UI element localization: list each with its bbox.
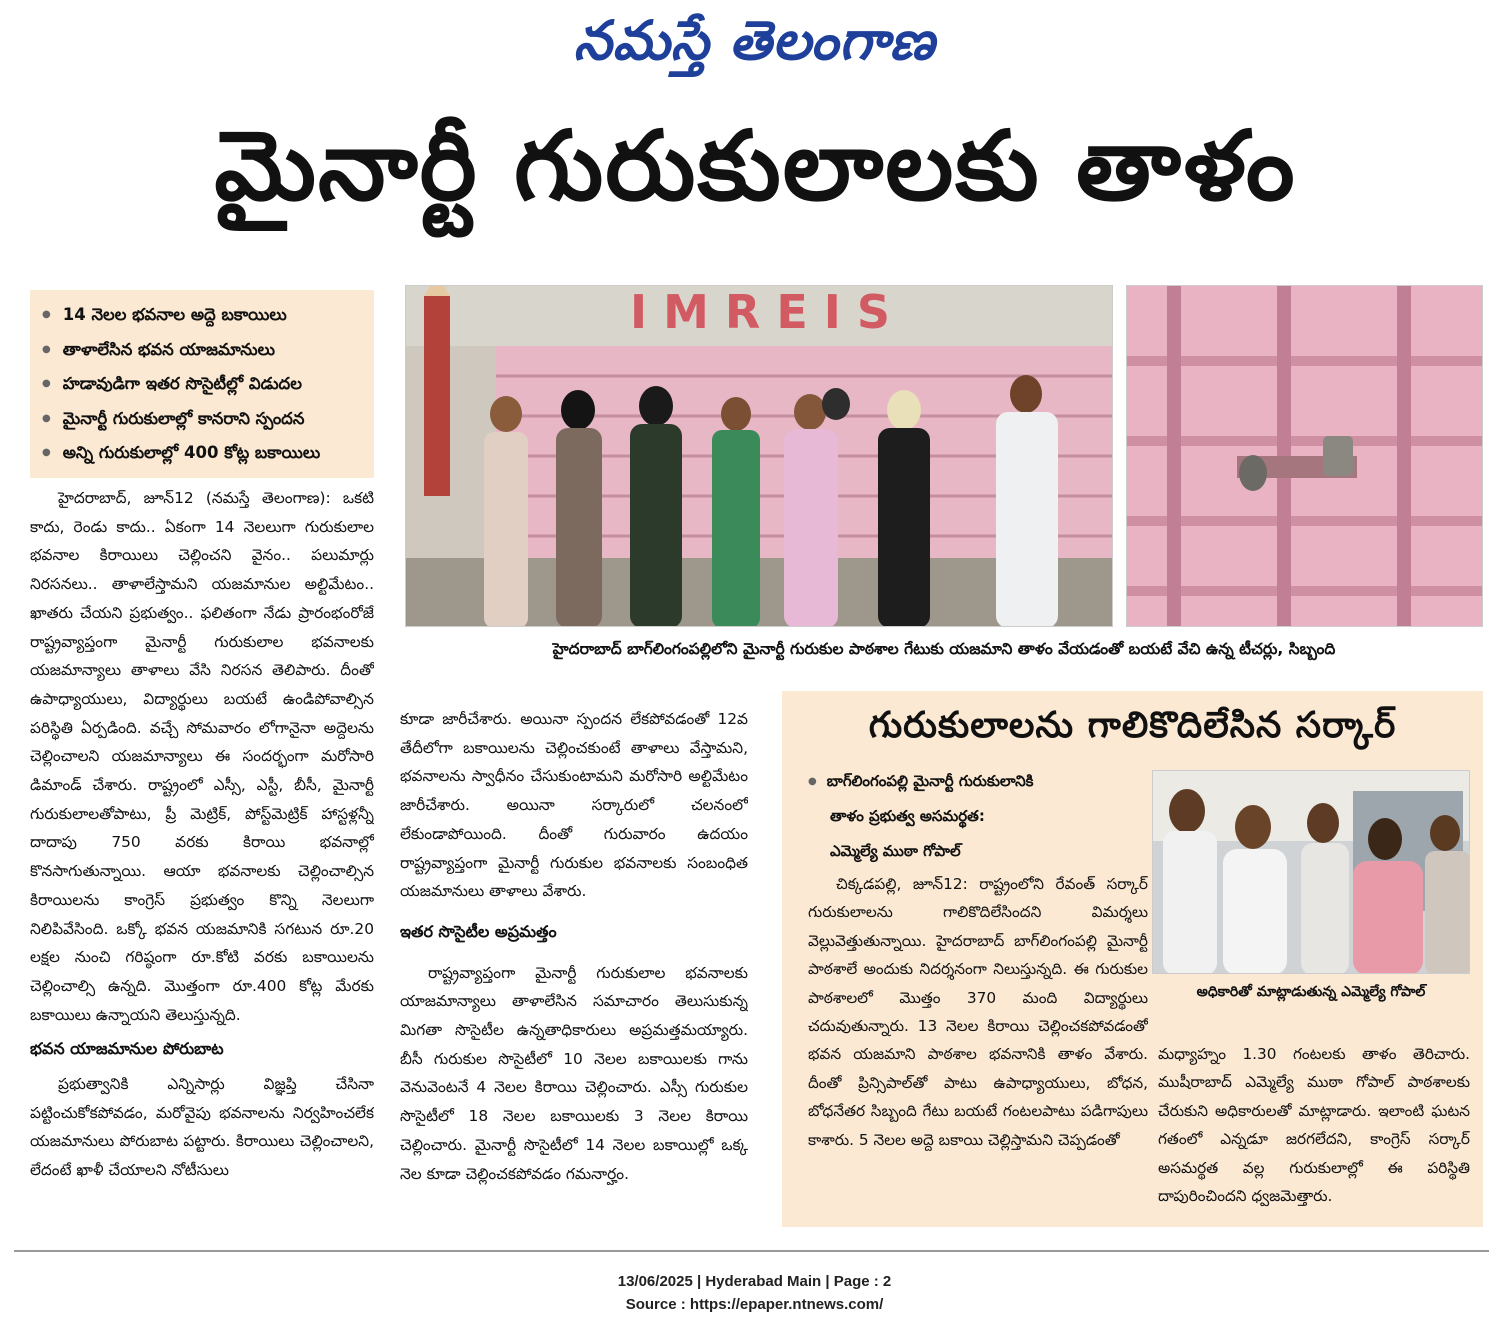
highlight-item: ● తాళాలేసిన భవన యాజమానులు (42, 333, 366, 368)
highlight-item: ● అన్ని గురుకులాల్లో 400 కోట్ల బకాయిలు (42, 436, 366, 471)
article-paragraph: ప్రభుత్వానికి ఎన్నిసార్లు విజ్ఞప్తి చేసినా పట్టించుకోకపోవడం, మరోవైపు భవనాలను నిర్వహించలేక యజమానులు పోరుబాట పట్టారు. కిరాయిలు చెల్లించాలని, లేదంటే ఖాళీ చేయాలని నోటీసులు (30, 1075, 374, 1180)
footer-divider (14, 1250, 1489, 1252)
masthead-logo: నమస్తే తెలంగాణ (573, 8, 936, 72)
mla-photo (1152, 770, 1470, 974)
sidebar-bullet (808, 764, 1148, 869)
highlights-box (30, 290, 374, 478)
footer-date-line: 13/06/2025 | Hyderabad Main | Page : 2 (617, 1273, 892, 1290)
sidebar-paragraph: చిక్కడపల్లి, జూన్12: రాష్ట్రంలోని రేవంత్ సర్కార్ గురుకులాలను గాలికొదిలేసిందని విమర్శలు వెల్లువెత్తుతున్నాయి. హైదరాబాద్ బాగ్‌లింగంపల్లి మైనార్టీ పాఠశాలే అందుకు నిదర్శనంగా నిలుస్తున్నది. ఈ గురుకుల పాఠశాలలో మొత్తం 370 మంది విద్యార్థులు చదువుతున్నారు. 13 నెలల కిరాయి చెల్లించకపోవడంతో భవన యజమాని పాఠశాల భవనానికి తాళం వేశారు. దీంతో ప్రిన్సిపాల్‌తో పాటు ఉపాధ్యాయులు, బోధన, బోధనేతర సిబ్బంది గేటు బయటే గంటలపాటు పడిగాపులు కాశారు. 5 నెలల అద్దె బకాయి చెల్లిస్తామని చెప్పడంతో (808, 875, 1148, 1149)
subheading: భవన యాజమానుల పోరుబాట (30, 1039, 224, 1059)
sidebar-column-1 (808, 870, 1148, 1215)
footer-source-link[interactable]: Source : https://epaper.ntnews.com/ (625, 1296, 884, 1313)
article-paragraph: రాష్ట్రవ్యాప్తంగా మైనార్టీ గురుకులాల భవనాలకు యాజమాన్యాలు తాళాలేసిన సమాచారం తెలుసుకున్న మిగతా సొసైటీల ఉన్నతాధికారులు అప్రమత్తమయ్యారు. బీసీ గురుకుల సొసైటీలో 10 నెలల బకాయిలకు గాను వెనువెంటనే 4 నెలల కిరాయి చెల్లించారు. ఎస్సీ గురుకుల సొసైటీలో 18 నెలల బకాయిలకు 3 నెలల కిరాయి చెల్లించారు. మైనార్టీ సొసైటీలో 14 నెలల బకాయిల్లో ఒక్క నెల కూడా చెల్లించకపోవడం గమనార్హం. (400, 963, 748, 1183)
highlight-item: ● మైనార్టీ గురుకులాల్లో కానరాని స్పందన (42, 402, 366, 437)
mla-photo-caption: అధికారితో మాట్లాడుతున్న ఎమ్మెల్యే గోపాల్ (1196, 984, 1426, 1000)
bullet-dot: ● (808, 776, 817, 787)
photo-caption: హైదరాబాద్ బాగ్‌లింగంపల్లిలోని మైనార్టీ గురుకుల పాఠశాల గేటుకు యజమాని తాళం వేయడంతో బయటే వేచి ఉన్న టీచర్లు, సిబ్బంది (552, 640, 1336, 658)
headline: మైనార్టీ గురుకులాలకు తాళం (214, 110, 1297, 222)
sidebar-paragraph: మధ్యాహ్నం 1.30 గంటలకు తాళం తెరిచారు. ముషీరాబాద్ ఎమ్మెల్యే ముఠా గోపాల్ పాఠశాలకు చేరుకుని అధికారులతో మాట్లాడారు. ఇలాంటి ఘటన గతంలో ఎన్నడూ జరగలేదని, కాంగ్రెస్ సర్కార్ అసమర్థత వల్ల గురుకులాల్లో ఈ పరిస్థితి దాపురించిందని ధ్వజమెత్తారు. (1158, 1045, 1470, 1206)
locked-gate-photo (1126, 285, 1483, 627)
main-photo (405, 285, 1113, 627)
sidebar-bullet-line: బాగ్‌లింగంపల్లి మైనార్టీ గురుకులానికి (826, 772, 1034, 790)
building-sign: I M R E I S (629, 286, 891, 339)
article-column-2 (400, 705, 748, 1230)
highlight-item: ● 14 నెలల భవనాల అద్దె బకాయిలు (42, 298, 366, 333)
sidebar-bullet-line: తాళం ప్రభుత్వ అసమర్థత: (830, 807, 985, 825)
footer (0, 1270, 1509, 1316)
article-column-1 (30, 484, 374, 1230)
highlight-item: ● హడావుడిగా ఇతర సొసైటీల్లో విడుదల (42, 367, 366, 402)
subheading: ఇతర సొసైటీల అప్రమత్తం (400, 921, 557, 941)
article-paragraph: హైదరాబాద్, జూన్12 (నమస్తే తెలంగాణ): ఒకటి కాదు, రెండు కాదు.. ఏకంగా 14 నెలలుగా గురుకులాల భవనాల కిరాయిలు చెల్లించని వైనం.. పలుమార్లు నిరసనలు.. తాళాలేస్తామని యజమానుల అల్టిమేటం.. ఖాతరు చేయని ప్రభుత్వం.. ఫలితంగా నేడు ప్రారంభంరోజే రాష్ట్రవ్యాప్తంగా మైనార్టీ గురుకులాల భవనాలకు యజమాన్యాలు తాళాలు వేసి నిరసన తెలిపారు. దీంతో ఉపాధ్యాయులు, విద్యార్థులు బయటే ఉండిపోవాల్సిన పరిస్థితి ఏర్పడింది. వచ్చే సోమవారం లోగానైనా అద్దెలను చెల్లించాలని యజమాన్యాలు ఈ సందర్భంగా మరోసారి డిమాండ్ చేశారు. రాష్ట్రంలో ఎస్సీ, ఎస్టీ, బీసీ, మైనార్టీ గురుకులాలతోపాటు, ప్రీ మెట్రిక్, పోస్ట్‌మెట్రిక్ హాస్టళ్లన్నీ దాదాపు 750 వరకు కిరాయి భవనాల్లో కొనసాగుతున్నాయి. ఆయా భవనాలకు చెల్లించాల్సిన కిరాయిలను కాంగ్రెస్ ప్రభుత్వం కొన్ని నెలలుగా నిలిపివేసింది. ఒక్కో భవన యజమానికి సగటున రూ.20 లక్షల నుంచి గరిష్ఠంగా రూ.కోటి వరకు బకాయిలను చెల్లించాల్సి ఉన్నది. మొత్తంగా రూ.400 కోట్ల మేరకు బకాయిలు ఉన్నాయని తెలుస్తున్నది. (30, 489, 374, 1024)
article-paragraph: కూడా జారీచేశారు. అయినా స్పందన లేకపోవడంతో 12వ తేదీలోగా బకాయిలను చెల్లించకుంటే తాళాలు వేస్తామని, భవనాలను స్వాధీనం చేసుకుంటామని మరోసారి అల్టిమేటం జారీచేశారు. అయినా సర్కారులో చలనంలో లేకుండాపోయింది. దీంతో గురువారం ఉదయం రాష్ట్రవ్యాప్తంగా మైనార్టీ గురుకుల భవనాలకు సంబంధిత యజమానులు తాళాలు వేశారు. (400, 710, 748, 901)
sidebar-title: గురుకులాలను గాలికొదిలేసిన సర్కార్ (868, 705, 1397, 746)
sidebar-bullet-line: ఎమ్మెల్యే ముఠా గోపాల్ (830, 842, 961, 860)
sidebar-column-2 (1158, 1040, 1470, 1215)
